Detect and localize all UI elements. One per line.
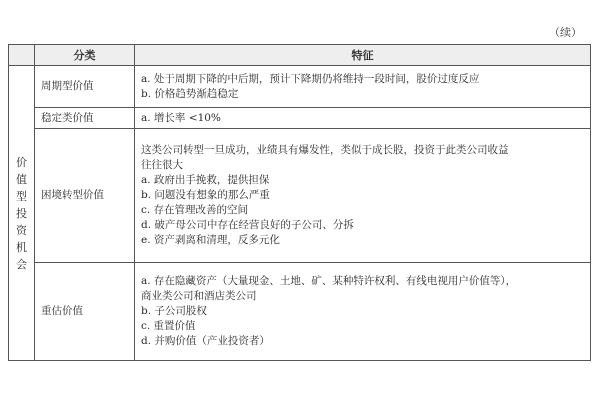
feature-line: b. 价格趋势渐趋稳定: [141, 87, 239, 100]
feature-line: c. 重置价值: [141, 320, 196, 332]
continued-label: （续）: [549, 26, 582, 39]
header-empty-cell: [9, 45, 35, 66]
feature-line: a. 存在隐藏资产（大量现金、土地、矿、某种特许权利、有线电视用户价值等），: [141, 275, 517, 287]
feature-line: b. 子公司股权: [141, 305, 207, 317]
feature-line: c. 存在管理改善的空间: [141, 204, 249, 216]
table-row: [9, 129, 591, 263]
feature-line: a. 增长率 <10%: [141, 111, 221, 124]
feature-line: 往往很大: [141, 159, 183, 171]
header-features: 特征: [135, 45, 591, 66]
category-cell: 重估价值: [35, 263, 135, 361]
feature-line: a. 处于周期下降的中后期，预计下降期仍将维持一段时间，股价过度反应: [141, 72, 480, 85]
table-header-row: [9, 45, 591, 66]
group-label: 价值型投资机会: [16, 155, 27, 271]
header-category: 分类: [35, 45, 135, 66]
feature-line: 商业类公司和酒店类公司: [141, 290, 257, 302]
table-row: [9, 263, 591, 361]
category-cell: 稳定类价值: [35, 108, 135, 129]
table-row: [9, 108, 591, 129]
value-investment-table: [8, 44, 591, 361]
features-cell: [135, 66, 591, 108]
features-cell: [135, 263, 591, 361]
category-cell: 困境转型价值: [35, 129, 135, 263]
group-label-cell: [9, 66, 35, 361]
feature-line: e. 资产剥离和清理，反多元化: [141, 234, 280, 246]
feature-line: d. 并购价值（产业投资者）: [141, 335, 270, 347]
features-cell: [135, 108, 591, 129]
feature-line: b. 问题没有想象的那么严重: [141, 189, 270, 201]
category-cell: 周期型价值: [35, 66, 135, 108]
feature-line: 这类公司转型一旦成功，业绩具有爆发性，类似于成长股，投资于此类公司收益: [141, 144, 509, 156]
feature-line: a. 政府出手挽救，提供担保: [141, 174, 270, 186]
table-row: [9, 66, 591, 108]
feature-line: d. 破产母公司中存在经营良好的子公司、分拆: [141, 219, 354, 231]
features-cell: [135, 129, 591, 263]
